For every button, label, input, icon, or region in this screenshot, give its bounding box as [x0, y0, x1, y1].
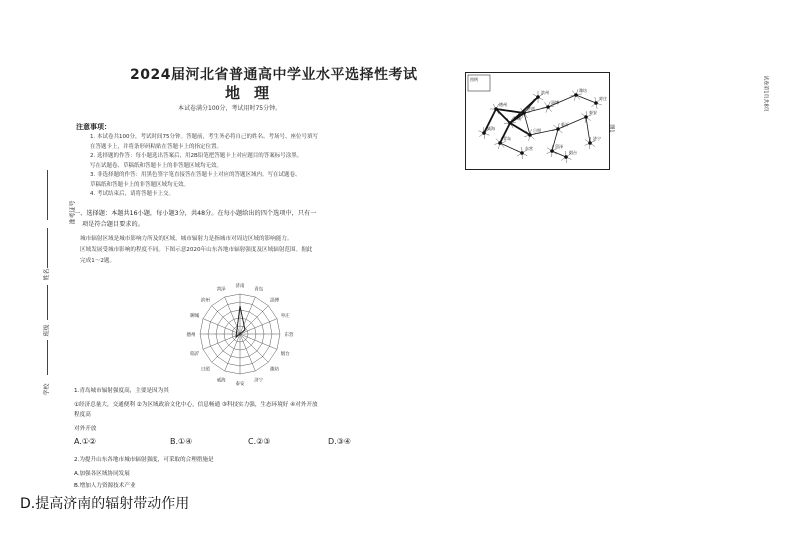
radar-label: 日照: [200, 367, 210, 373]
notice-item: 写在试题卷、草稿纸和答题卡上的非答题区域均无效。: [90, 162, 223, 169]
map-city-node: [574, 93, 578, 97]
map-city-label: 青岛: [503, 136, 511, 141]
choice-d[interactable]: D.③④: [328, 437, 352, 446]
radar-label: 东营: [284, 333, 294, 338]
map-link: [586, 117, 590, 143]
radar-spoke: [212, 334, 240, 362]
map-city-node: [546, 105, 550, 109]
map-city-node: [522, 111, 526, 115]
question-1-options: ①经济总量大，交通便利 ②为区域政治文化中心，信息畅通 ③科技实力强，生态环境好 ④对外开放: [74, 402, 318, 408]
map-city-label: 潍坊: [579, 88, 587, 93]
radar-label: 潍坊: [270, 367, 280, 373]
choice-b[interactable]: B.①④: [170, 437, 193, 446]
map-city-label: 临沂: [561, 122, 569, 127]
map-city-node: [508, 121, 512, 125]
map-city-labels: [487, 87, 607, 155]
passage-line: 完成1～2题。: [80, 258, 116, 264]
question-2-option-a: A.加强各区域协同发展: [74, 471, 130, 477]
radar-label: 济宁: [254, 378, 264, 384]
radar-label: 枣庄: [280, 314, 290, 320]
map-link: [500, 143, 522, 153]
passage: [80, 234, 380, 267]
radar-label: 烟台: [280, 351, 290, 357]
map-legend: 图例: [470, 77, 478, 82]
question-1-note: [74, 424, 96, 432]
score-line: 本试卷满分100分，考试用时75分钟。: [178, 105, 282, 112]
map-city-label: 枣庄: [599, 96, 607, 101]
map-city-label: 济宁: [593, 136, 601, 141]
question-2-option-b: B.增加人力资源技术产业: [74, 483, 136, 489]
binding-line: [47, 170, 48, 220]
section-instructions: [74, 208, 374, 230]
radar-label: 临沂: [190, 351, 200, 357]
map-city-label: 泰安: [589, 110, 597, 115]
radar-label: 泰安: [235, 382, 245, 387]
exam-title: 2024届河北省普通高中学业水平选择性考试: [130, 67, 418, 83]
map-city-node: [520, 151, 524, 155]
side-school: 学校: [43, 383, 51, 396]
binding-line: [47, 285, 48, 320]
notice-item: 草稿纸和答题卡上的非答题区域均无效。: [90, 181, 190, 188]
map-city-label: 烟台: [569, 150, 577, 155]
radar-spoke: [240, 306, 268, 334]
map-city-node: [528, 133, 532, 137]
radar-label: 菏泽: [216, 287, 226, 293]
map-city-node: [594, 101, 598, 105]
choice-c[interactable]: C.②③: [248, 437, 271, 446]
side-exam-no: 准考证号: [69, 200, 77, 225]
question-1-note-text: 对外开放: [74, 426, 97, 432]
map-city-node: [584, 115, 588, 119]
map-city-node: [588, 141, 592, 145]
subject-title: 地理: [225, 84, 284, 102]
radar-spoke: [240, 334, 268, 362]
radar-chart: [180, 278, 300, 390]
map-city-node: [550, 149, 554, 153]
page-footer-note: 试卷第1页共8页: [762, 75, 769, 112]
radar-label: 济南: [235, 284, 245, 289]
radiation-map: [465, 72, 610, 170]
map-city-label: 威海: [487, 126, 495, 131]
question-2: 2.为提升山东各地市城市辐射强度，可采取的合理措施是: [74, 457, 214, 463]
notice-item: 4. 考试结束后，请将答题卡上交。: [90, 191, 174, 197]
map-city-node: [556, 127, 560, 131]
side-class: 班级: [43, 324, 51, 337]
section-line: 项是符合题目要求的。: [82, 221, 144, 228]
binding-line: [47, 340, 48, 375]
radar-spoke: [212, 306, 240, 334]
map-network: [478, 89, 601, 163]
map-city-label: 日照: [533, 128, 541, 133]
map-city-label: 聊城: [513, 116, 521, 121]
radar-grid: [200, 294, 280, 374]
notice-item: 2. 选择题的作答：每小题选出答案后，用2B铅笔把答题卡上对应题目的答案标号涂黑。: [90, 153, 303, 159]
notice-item: 3. 非选择题的作答：用黑色签字笔直接答在答题卡上对应的答题区域内。写在试题卷、: [90, 172, 301, 178]
map-city-label: 滨州: [541, 90, 549, 95]
bottom-option-d: D.提高济南的辐射带动作用: [20, 496, 190, 512]
map-city-node: [494, 107, 498, 111]
question-1-tail: 程度高: [74, 412, 91, 418]
map-city-label: 德州: [499, 102, 507, 107]
radiation-map-svg: [466, 73, 609, 169]
map-city-node: [498, 141, 502, 145]
radar-label: 淄博: [270, 298, 280, 304]
map-city-label: 菏泽: [555, 144, 563, 149]
notice-heading: 注意事项：: [76, 123, 111, 131]
choice-a[interactable]: A.①②: [74, 437, 97, 446]
map-city-node: [564, 155, 568, 159]
binding-line: [47, 228, 48, 268]
passage-line: 城市辐射区域是城市影响力所及的区域，城市辐射力是指城市对周边区域的影响能力。: [80, 236, 293, 242]
radar-label: 聊城: [190, 314, 200, 320]
passage-line: 区域发展受城市影响的程度不同。下图示意2020年山东各地市辐射强度及区域辐射范围。据此: [80, 247, 313, 253]
map-city-node: [536, 95, 540, 99]
map-city-label: 淄博: [551, 100, 559, 105]
section-line: 一、选择题：本题共16小题，每小题3分，共48分。在每小题给出的四个选项中，只有一: [74, 210, 317, 217]
notice-item: 1. 本试卷共100分，考试时间75分钟。答题前，考生务必将自己的姓名、考场号、座位号填写: [90, 134, 318, 140]
map-city-label: 东营: [525, 146, 533, 151]
radar-label: 威海: [216, 378, 226, 384]
radar-label: 滨州: [200, 298, 210, 304]
radar-label: 青岛: [254, 287, 264, 293]
question-1: 1.青岛城市辐射强度高，主要是因为其: [74, 388, 169, 394]
radar-label: 德州: [186, 333, 196, 338]
notice-list: [82, 133, 372, 200]
map-figure-label: 图1: [608, 124, 615, 133]
side-name: 姓名: [43, 268, 51, 281]
map-city-node: [482, 131, 486, 135]
map-city-label: 济南: [527, 106, 535, 111]
notice-item: 在答题卡上，并将条形码粘贴在答题卡上的指定位置。: [90, 143, 223, 150]
